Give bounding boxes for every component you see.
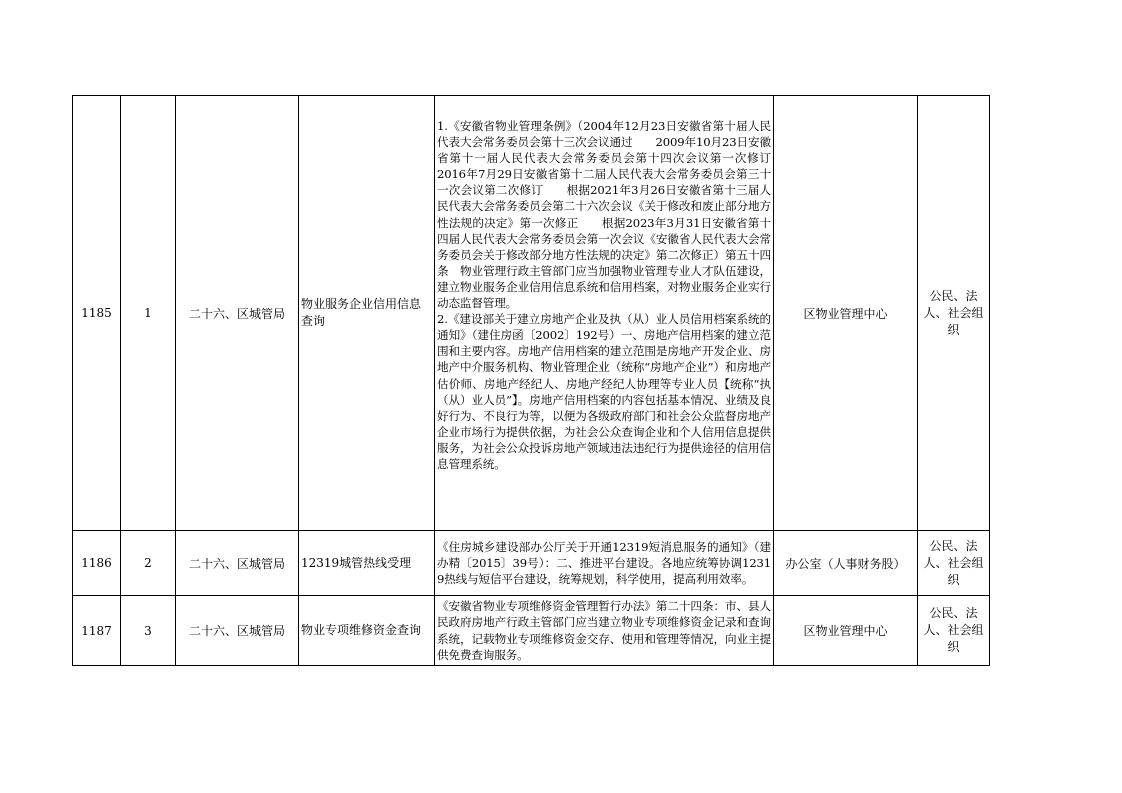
department-cell: 二十六、区城管局 [176,96,299,531]
service-item-cell: 物业服务企业信用信息查询 [299,96,435,531]
service-item-cell: 物业专项维修资金查询 [299,596,435,666]
legal-basis-paragraph: 《住房城乡建设部办公厅关于开通12319短消息服务的通知》（建办精〔2015〕39号）：二、推进平台建设。各地应统筹协调12319热线与短信平台建设，统筹规划，科学使用，提高利用效率。 [437,539,771,587]
item-number-cell: 3 [121,596,176,666]
service-table [72,95,990,666]
serial-number-cell: 1185 [73,96,121,531]
item-number-cell: 2 [121,531,176,596]
legal-basis-paragraph: 2.《建设部关于建立房地产企业及执（从）业人员信用档案系统的通知》（建住房函〔2002〕192号）一、房地产信用档案的建立范围和主要内容。房地产信用档案的建立范围是房地产开发企业、房地产中介服务机构、物业管理企业（统称“房地产企业”）和房地产估价师、房地产经纪人、房地产经纪人协理等专业人员【统称“执（从）业人员”】。房地产信用档案的内容包括基本情况、业绩及良好行为、不良行为等，以便为各级政府部门和社会公众监督房地产企业市场行为提供依据，为社会公众查询企业和个人信用信息提供服务，为社会公众投诉房地产领域违法违纪行为提供途径的信用信息管理系统。 [437,312,771,471]
legal-basis-cell [435,596,774,666]
service-target-cell: 公民、法人、社会组织 [918,96,990,531]
department-cell: 二十六、区城管局 [176,596,299,666]
legal-basis-cell [435,96,794,531]
serial-number-cell: 1187 [73,596,121,666]
responsible-unit-cell: 区物业管理中心 [774,96,918,531]
table-row [73,596,990,666]
responsible-unit-cell: 区物业管理中心 [774,596,918,666]
table-row [73,531,990,596]
legal-basis-paragraph: 1.《安徽省物业管理条例》（2004年12月23日安徽省第十届人民代表大会常务委员会第十三次会议通过 2009年10月23日安徽省第十一届人民代表大会常务委员会第十四次会议第一次修订 2016年7月29日安徽省第十二届人民代表大会常务委员会第三十一次会议第二次修订 根据2021年3月26日安徽省第十三届人民代表大会常务委员会第二十六次会议《关于修改和废止部分地方性法规的决定》第一次修正 根据2023年3月31日安徽省第十四届人民代表大会常务委员会第一次会议《安徽省人民代表大会常务委员会关于修改部分地方性法规的决定》第二次修正）第五十四条 物业管理行政主管部门应当加强物业管理专业人才队伍建设，建立物业服务企业信用信息系统和信用档案，对物业服务企业实行动态监督管理。 [437,119,794,311]
item-number-cell: 1 [121,96,176,531]
serial-number-cell: 1186 [73,531,121,596]
legal-basis-paragraph: 《安徽省物业专项维修资金管理暂行办法》第二十四条：市、县人民政府房地产行政主管部门应当建立物业专项维修资金记录和查询系统，记载物业专项维修资金交存、使用和管理等情况，向业主提供免费查询服务。 [437,599,771,662]
service-item-cell: 12319城管热线受理 [299,531,435,596]
table-row [73,96,990,531]
department-cell: 二十六、区城管局 [176,531,299,596]
legal-basis-cell [435,531,774,596]
responsible-unit-cell: 办公室（人事财务股） [774,531,918,596]
service-target-cell: 公民、法人、社会组织 [918,596,990,666]
service-target-cell: 公民、法人、社会组织 [918,531,990,596]
